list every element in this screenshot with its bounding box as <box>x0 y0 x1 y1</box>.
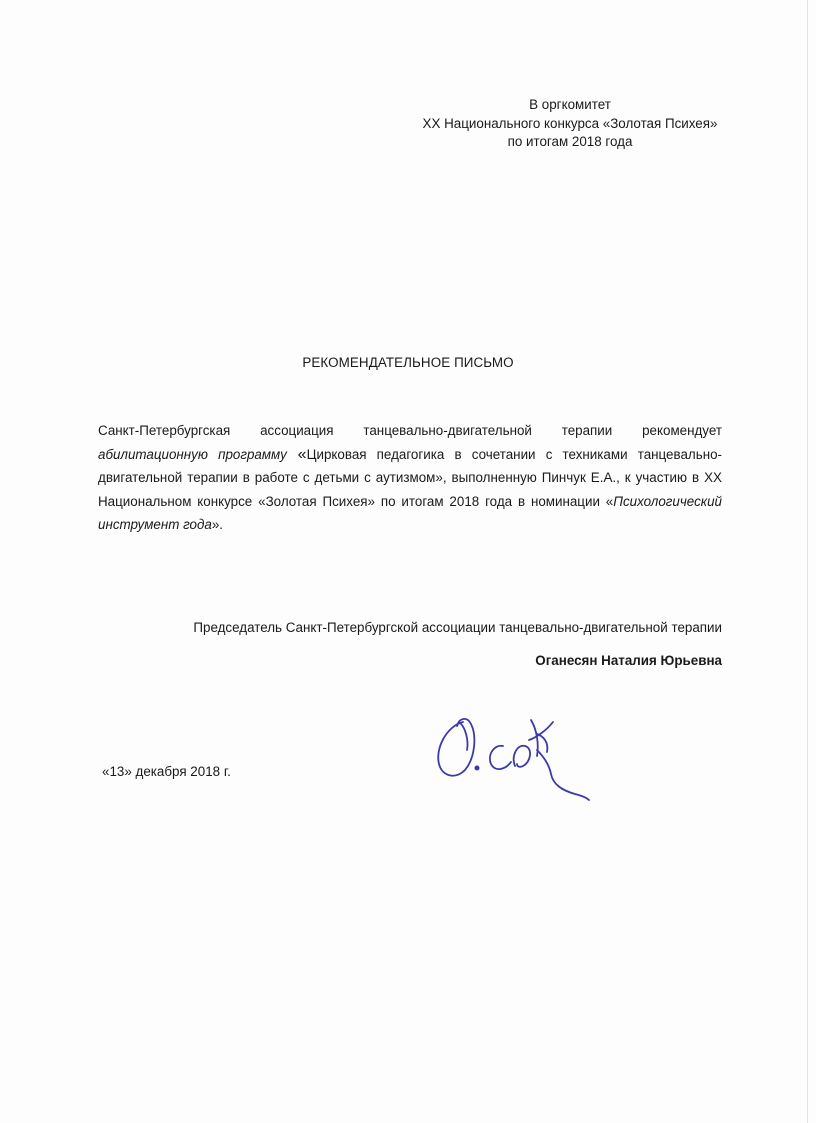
addressee-line-3: по итогам 2018 года <box>507 134 633 149</box>
signatory-name: Оганесян Наталия Юрьевна <box>535 653 722 668</box>
body-program-type: абилитационную программу <box>98 446 287 462</box>
body-nomination: Психологический инструмент года <box>98 493 722 532</box>
scan-edge-line <box>807 0 808 1123</box>
letter-title: РЕКОМЕНДАТЕЛЬНОЕ ПИСЬМО <box>302 355 514 370</box>
body-quote-open: « <box>286 445 307 463</box>
handwritten-signature <box>425 700 595 810</box>
addressee-line-1: В оргкомитет <box>529 97 611 112</box>
addressee-line-2: XX Национального конкурса «Золотая Психея» <box>422 115 718 131</box>
body-middle: », выполненную Пинчук Е.А., к участию в XX Национальном конкурсе «Золотая Психея» по итогам 2018 года в номинации « <box>98 470 722 509</box>
body-intro: Санкт-Петербургская ассоциация танцевально-двигательной терапии рекомендует <box>98 423 722 438</box>
body-end: ». <box>211 517 224 532</box>
signatory-role: Председатель Санкт-Петербургской ассоциации танцевально-двигательной терапии <box>193 620 722 635</box>
body-program-title: Цирковая педагогика в сочетании с техниками танцевально-двигательной терапии в работе с детьми с аутизмом <box>98 446 723 485</box>
addressee-block <box>380 96 760 152</box>
letter-body <box>98 419 722 537</box>
letter-date: «13» декабря 2018 г. <box>102 764 231 779</box>
